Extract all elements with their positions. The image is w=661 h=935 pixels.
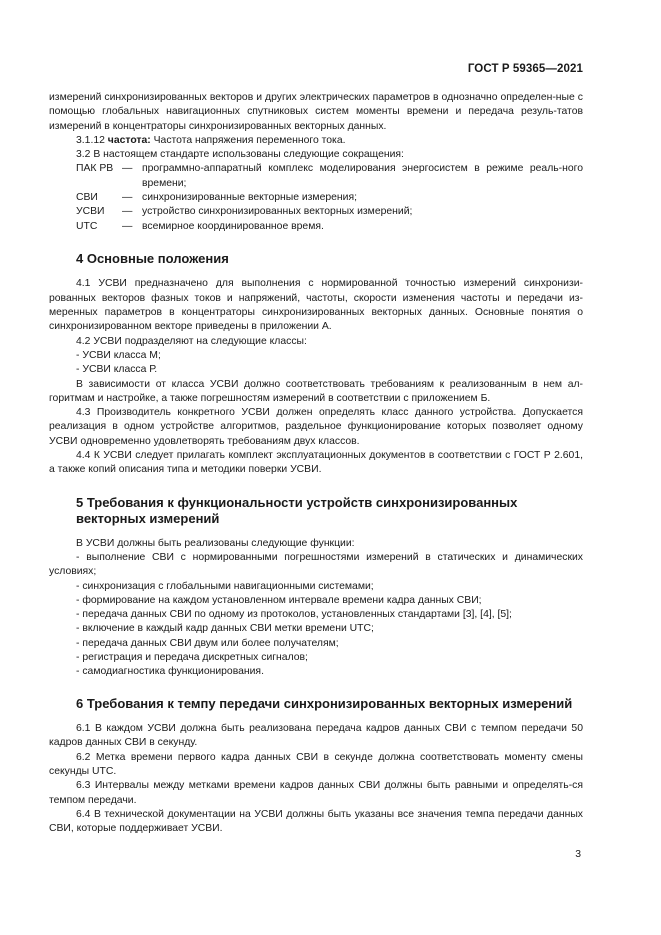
list-item: - формирование на каждом установленном интервале времени кадра данных СВИ;: [76, 594, 482, 606]
section-5-heading: [49, 495, 583, 528]
paragraph-5-intro: В УСВИ должны быть реализованы следующие функции:: [76, 537, 355, 549]
section-6-heading: 6 Требования к темпу передачи синхронизированных векторных измерений: [76, 695, 573, 711]
term-frequency: частота:: [107, 134, 151, 146]
section-5-heading-line-1: 5 Требования к функциональности устройств синхронизированных: [76, 494, 518, 510]
paragraph-3-1-12: [49, 134, 583, 148]
list-item: - передача данных СВИ двум или более получателям;: [76, 637, 339, 649]
list-item: - включение в каждый кадр данных СВИ метки времени UTC;: [76, 623, 374, 635]
list-item: - синхронизация с глобальными навигационными системами;: [76, 580, 374, 592]
paragraph-intro-continuation: измерений синхронизированных векторов и других электрических параметров в однозначно определен-ные с помощью глобальных навигационных спутниковых систем моменты времени и передача резуль-татов измерений в концентраторы синхронизированных векторных данных.: [49, 92, 583, 132]
list-item-class-m: - УСВИ класса М;: [76, 349, 161, 361]
abbreviation-dash: —: [122, 220, 133, 232]
paragraph-6-4: 6.4 В технической документации на УСВИ должны быть указаны все значения темпа передачи данных СВИ, которые поддерживает УСВИ.: [49, 808, 583, 835]
abbreviation-dash: —: [122, 206, 133, 218]
paragraph-4-4: 4.4 К УСВИ следует прилагать комплект эксплуатационных документов в соответствии с ГОСТ Р 2.601, а также копий описания типа и методики поверки УСВИ.: [49, 450, 583, 476]
abbreviation-definition: синхронизированные векторные измерения;: [142, 192, 357, 204]
page-number: 3: [575, 849, 581, 860]
abbreviation-row: [76, 205, 583, 219]
abbreviation-term: СВИ: [76, 192, 98, 204]
paragraph-4-1: 4.1 УСВИ предназначено для выполнения с нормированной точностью измерений синхронизи-рованных векторов фазных токов и напряжений, частоты, скорости изменения частоты и передачи из-меренных параметров в концентраторы синхронизированных векторных данных. Основные понятия о синхронизированном векторе приведены в приложении А.: [49, 278, 583, 333]
abbreviation-term: УСВИ: [76, 206, 105, 218]
clause-number: 3.1.12: [76, 134, 108, 146]
paragraph-4-2-continued: В зависимости от класса УСВИ должно соответствовать требованиям к реализованным в нем ал-горитмам и настройке, а также погрешностям измерений в соответствии с приложением Б.: [49, 378, 583, 404]
document-header: ГОСТ Р 59365—2021: [467, 63, 583, 75]
abbreviation-term: UTC: [76, 220, 98, 232]
list-item: - регистрация и передача дискретных сигналов;: [76, 652, 308, 663]
section-4-heading: 4 Основные положения: [76, 250, 229, 266]
list-item: - передача данных СВИ по одному из протоколов, установленных стандартами [3], [4], [5];: [76, 609, 512, 621]
abbreviation-dash: —: [122, 192, 133, 204]
paragraph-6-1: 6.1 В каждом УСВИ должна быть реализована передача кадров данных СВИ с темпом передачи 50 кадров данных СВИ в секунду.: [49, 723, 583, 749]
list-item-class-p: - УСВИ класса Р.: [76, 364, 158, 376]
section-5-heading-line-2: векторных измерений: [76, 511, 220, 527]
list-item: - самодиагностика функционирования.: [76, 666, 264, 678]
abbreviation-definition: устройство синхронизированных векторных измерений;: [142, 206, 413, 218]
abbreviation-row: [76, 191, 583, 205]
list-item: - выполнение СВИ с нормированными погрешностями измерений в статических и динамических условиях;: [49, 551, 583, 578]
abbreviation-dash: —: [122, 163, 133, 175]
paragraph-4-3: 4.3 Производитель конкретного УСВИ должен определять класс данного устройства. Допускается реализация в одном устройстве алгоритмов, раздельное функционирование которых позволяет одному УСВИ одновременно удовлетворять требованиям двух классов.: [49, 407, 583, 447]
page-content: [49, 91, 583, 836]
abbreviation-row: [76, 162, 583, 191]
paragraph-3-2: 3.2 В настоящем стандарте использованы следующие сокращения:: [76, 149, 404, 161]
term-definition: Частота напряжения переменного тока.: [150, 134, 346, 146]
abbreviation-definition: всемирное координированное время.: [142, 220, 324, 232]
paragraph-6-3: 6.3 Интервалы между метками времени кадров данных СВИ должны быть равными и определять-ся темпом передачи.: [49, 780, 583, 806]
paragraph-4-2: 4.2 УСВИ подразделяют на следующие классы:: [76, 335, 307, 347]
abbreviation-term: ПАК РВ: [76, 163, 114, 175]
paragraph-6-2: 6.2 Метка времени первого кадра данных СВИ в секунде должна соответствовать моменту смены секунды UTC.: [49, 751, 583, 777]
abbreviation-row: [76, 220, 583, 234]
abbreviation-definition: программно-аппаратный комплекс моделирования энергосистем в режиме реаль-ного времени;: [142, 163, 583, 189]
